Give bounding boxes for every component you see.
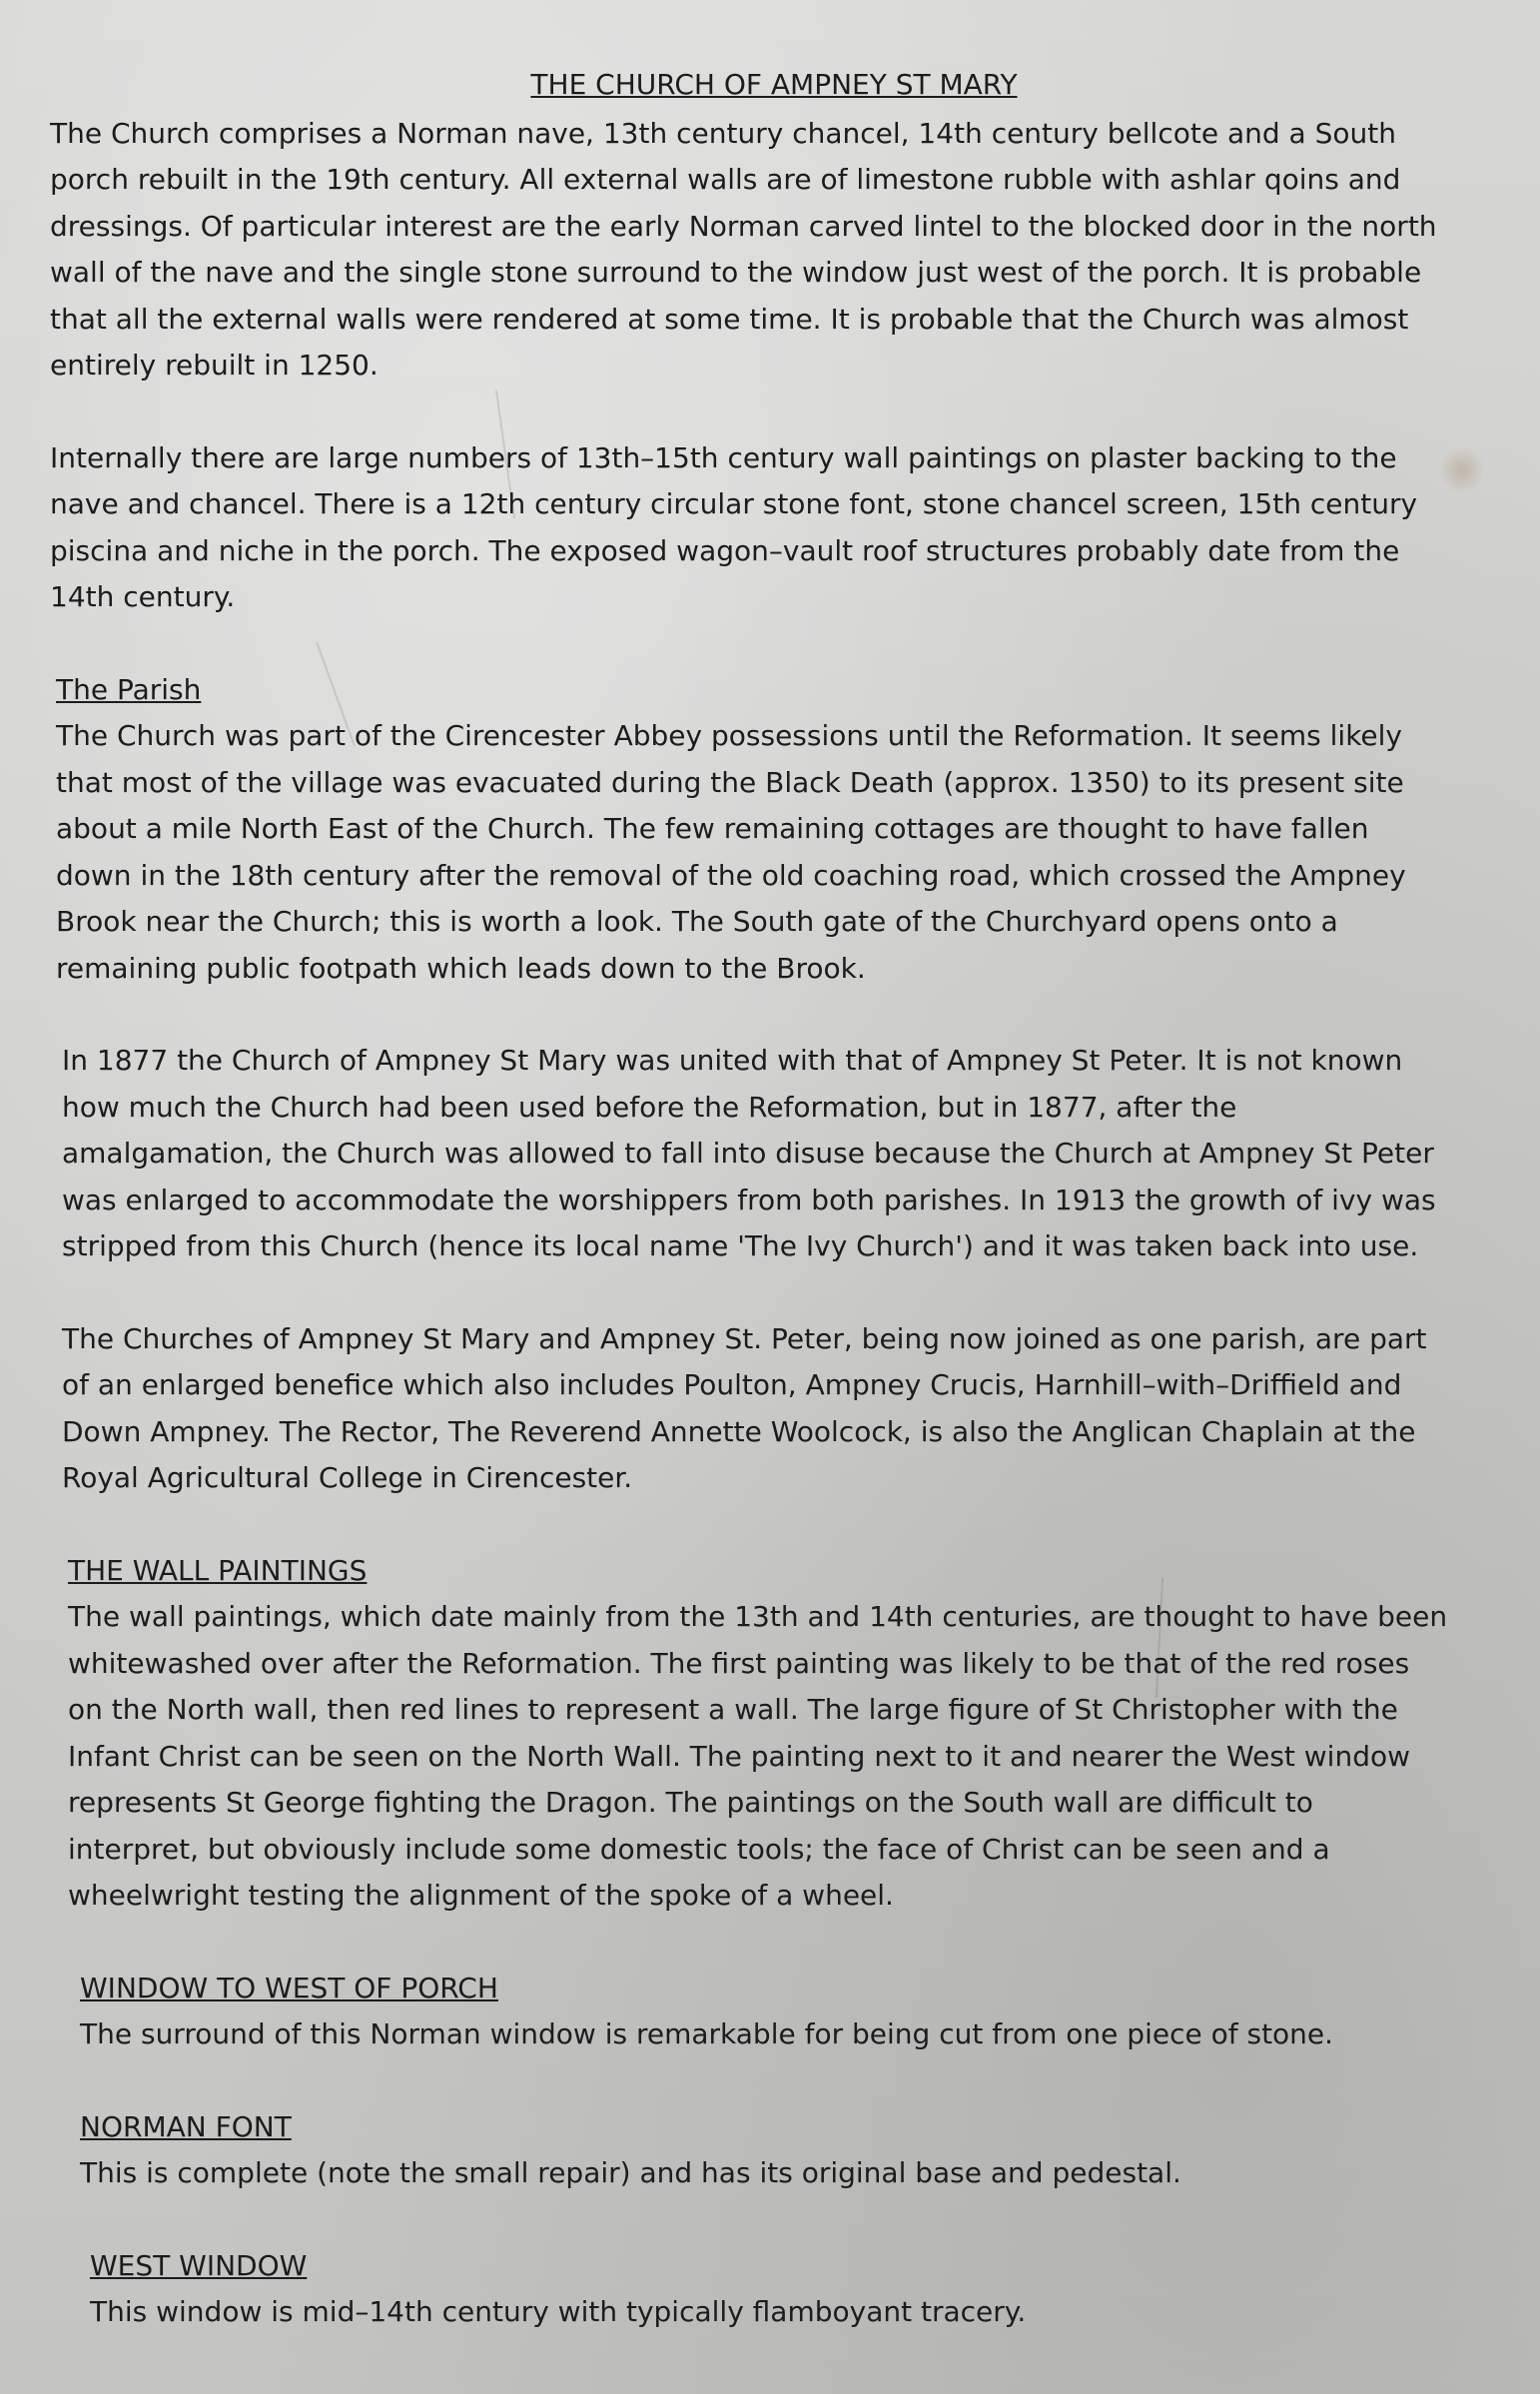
page-title: THE CHURCH OF AMPNEY ST MARY [530,68,1018,101]
notice-content [50,62,1448,2336]
parish-paragraph-3: The Churches of Ampney St Mary and Ampney St. Peter, being now joined as one parish, are part of an enlarged benefice which also includes Poulton, Ampney Crucis, Harnhill–with–Driffield and Down Ampney. The Rector, The Reverend Annette Woolcock, is also the Anglican Chaplain at the Royal Agricultural College in Cirencester. [62,1321,1427,1494]
parish-paragraph-1: The Church was part of the Cirencester Abbey possessions until the Reformation. It seems likely that most of the village was evacuated during the Black Death (approx. 1350) to its present site about a mile North East of the Church. The few remaining cottages are thought to have fallen down in the 18th century after the removal of the old coaching road, which crossed the Ampney Brook near the Church; this is worth a look. The South gate of the Churchyard opens onto a remaining public footpath which leads down to the Brook. [56,719,1406,985]
wall-paintings-heading: THE WALL PAINTINGS [68,1553,368,1587]
spacer [56,992,1448,1038]
parish-section [50,667,1448,1502]
west-window-heading: WEST WINDOW [90,2248,308,2282]
norman-font-text: This is complete (note the small repair) and has its original base and pedestal. [80,2156,1181,2189]
window-porch-text: The surround of this Norman window is remarkable for being cut from one piece of stone. [80,2017,1334,2050]
spacer [50,390,1448,435]
spacer [50,2197,1448,2243]
intro-paragraph-1: The Church comprises a Norman nave, 13th century chancel, 14th century bellcote and a South porch rebuilt in the 19th century. All external walls are of limestone rubble with ashlar qoins and dressings. Of particular interest are the early Norman carved lintel to the blocked door in the north wall of the nave and the single stone surround to the window just west of the porch. It is probable that all the external walls were rendered at some time. It is probable that the Church was almost entirely rebuilt in 1250. [50,116,1437,382]
spacer [50,1502,1448,1548]
west-window-section [50,2243,1448,2336]
wall-paintings-section [50,1548,1448,1920]
spacer [50,621,1448,667]
spacer [56,1270,1448,1316]
wall-paintings-text: The wall paintings, which date mainly from the 13th and 14th centuries, are thought to have been whitewashed over after the Reformation. The first painting was likely to be that of the red roses on the North wall, then red lines to represent a wall. The large figure of St Christopher with the Infant Christ can be seen on the North Wall. The painting next to it and nearer the West window represents St George fighting the Dragon. The paintings on the South wall are difficult to interpret, but obviously include some domestic tools; the face of Christ can be seen and a wheelwright testing the alignment of the spoke of a wheel. [68,1600,1448,1912]
spacer [50,2058,1448,2104]
intro-paragraph-2: Internally there are large numbers of 13th–15th century wall paintings on plaster backing to the nave and chancel. There is a 12th century circular stone font, stone chancel screen, 15th century piscina and niche in the porch. The exposed wagon–vault roof structures probably date from the 14th century. [50,440,1418,613]
norman-font-heading: NORMAN FONT [80,2109,292,2143]
window-porch-section [50,1966,1448,2058]
window-porch-heading: WINDOW TO WEST OF PORCH [80,1971,498,2004]
parish-heading: The Parish [56,672,202,706]
parish-paragraph-2: In 1877 the Church of Ampney St Mary was united with that of Ampney St Peter. It is not known how much the Church had been used before the Reformation, but in 1877, after the amalgamation, the Church was allowed to fall into disuse because the Church at Ampney St Peter was enlarged to accommodate the worshippers from both parishes. In 1913 the growth of ivy was stripped from this Church (hence its local name 'The Ivy Church') and it was taken back into use. [62,1044,1436,1262]
spacer [50,1920,1448,1966]
west-window-text: This window is mid–14th century with typically flamboyant tracery. [90,2295,1027,2328]
norman-font-section [50,2104,1448,2197]
